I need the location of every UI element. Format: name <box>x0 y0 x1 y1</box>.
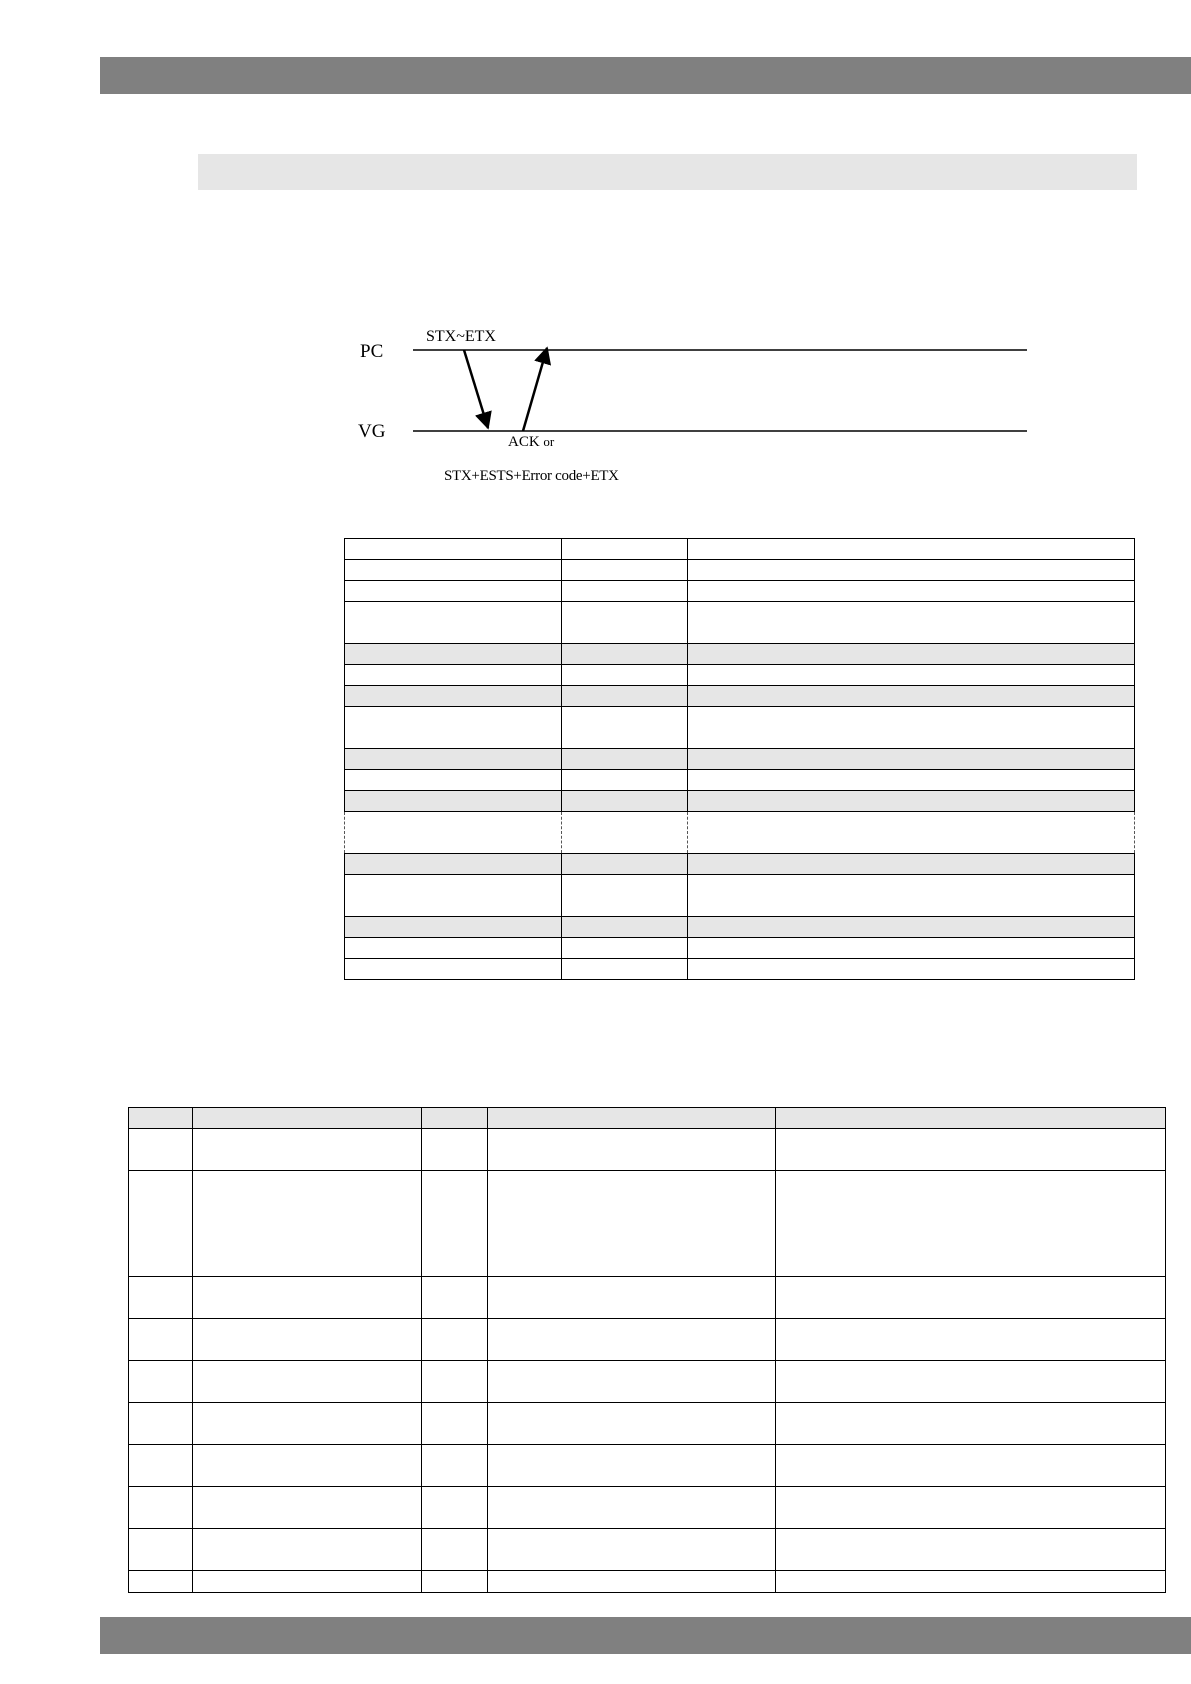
table-cell <box>488 1277 776 1319</box>
table-row <box>345 602 1135 644</box>
section-heading-bar <box>198 154 1137 190</box>
table-cell <box>193 1571 422 1593</box>
table-row <box>345 581 1135 602</box>
table-cell <box>562 791 688 812</box>
table-cell <box>345 749 562 770</box>
table-row <box>129 1319 1166 1361</box>
table-cell <box>688 917 1135 938</box>
ack-text: ACK <box>508 434 540 450</box>
table-cell <box>562 539 688 560</box>
table-cell <box>345 665 562 686</box>
table-cell <box>688 665 1135 686</box>
table-cell <box>488 1361 776 1403</box>
table-row <box>345 749 1135 770</box>
table-cell <box>422 1487 488 1529</box>
table-row <box>129 1487 1166 1529</box>
table-cell <box>562 938 688 959</box>
table-cell <box>422 1319 488 1361</box>
table-cell <box>345 560 562 581</box>
table-cell <box>488 1571 776 1593</box>
table-cell <box>422 1529 488 1571</box>
table-cell <box>488 1445 776 1487</box>
table-cell <box>562 875 688 917</box>
table-cell <box>193 1171 422 1277</box>
table-row <box>129 1171 1166 1277</box>
send-arrow <box>464 350 488 428</box>
table-cell <box>562 602 688 644</box>
table-cell <box>688 812 1135 854</box>
table-cell <box>562 665 688 686</box>
command-table <box>344 538 1135 980</box>
table-row <box>345 791 1135 812</box>
table-cell <box>562 644 688 665</box>
table-cell <box>193 1361 422 1403</box>
table-cell <box>688 707 1135 749</box>
error-response-label: STX+ESTS+Error code+ETX <box>444 468 619 484</box>
table-cell <box>688 581 1135 602</box>
table-cell <box>345 791 562 812</box>
table-cell <box>129 1277 193 1319</box>
table-cell <box>562 917 688 938</box>
table-cell <box>129 1487 193 1529</box>
table-cell <box>422 1129 488 1171</box>
table-cell <box>488 1403 776 1445</box>
table-row <box>129 1277 1166 1319</box>
table-cell <box>193 1319 422 1361</box>
table-row <box>345 707 1135 749</box>
table-cell <box>345 875 562 917</box>
table-cell <box>345 812 562 854</box>
communication-diagram <box>340 318 1040 493</box>
vg-label: VG <box>358 421 386 442</box>
response-arrow <box>523 348 547 431</box>
table-cell <box>562 581 688 602</box>
table-cell <box>776 1319 1166 1361</box>
table-cell <box>776 1529 1166 1571</box>
table-cell <box>193 1529 422 1571</box>
table-cell <box>345 644 562 665</box>
table-cell <box>776 1403 1166 1445</box>
table-cell <box>776 1108 1166 1129</box>
table-cell <box>562 707 688 749</box>
table-cell <box>193 1129 422 1171</box>
table-cell <box>688 875 1135 917</box>
table-cell <box>776 1571 1166 1593</box>
table-cell <box>129 1171 193 1277</box>
table-cell <box>562 686 688 707</box>
table-cell <box>345 686 562 707</box>
table-cell <box>562 959 688 980</box>
table-cell <box>688 938 1135 959</box>
table-cell <box>562 854 688 875</box>
table-cell <box>129 1445 193 1487</box>
table-cell <box>345 917 562 938</box>
table-cell <box>776 1361 1166 1403</box>
table-row <box>345 665 1135 686</box>
table-row <box>129 1108 1166 1129</box>
table-cell <box>688 791 1135 812</box>
table-cell <box>688 770 1135 791</box>
table-row <box>129 1129 1166 1171</box>
table-cell <box>488 1529 776 1571</box>
table-cell <box>688 749 1135 770</box>
pc-label: PC <box>360 341 384 362</box>
table-cell <box>193 1108 422 1129</box>
table-row <box>345 959 1135 980</box>
table-cell <box>562 560 688 581</box>
table-cell <box>345 707 562 749</box>
table-cell <box>422 1571 488 1593</box>
table-cell <box>688 560 1135 581</box>
table-row <box>345 560 1135 581</box>
table-cell <box>129 1571 193 1593</box>
table-cell <box>776 1445 1166 1487</box>
table-cell <box>129 1319 193 1361</box>
page-footer-bar <box>100 1617 1191 1654</box>
table-cell <box>345 539 562 560</box>
error-code-table <box>128 1107 1166 1593</box>
table-cell <box>129 1529 193 1571</box>
table-row <box>345 686 1135 707</box>
table-cell <box>688 602 1135 644</box>
send-label: STX~ETX <box>426 328 496 345</box>
table-cell <box>129 1403 193 1445</box>
table-row <box>129 1445 1166 1487</box>
table-cell <box>688 959 1135 980</box>
table-cell <box>193 1487 422 1529</box>
table-cell <box>193 1445 422 1487</box>
ack-label <box>508 435 554 450</box>
table-row <box>345 770 1135 791</box>
table-cell <box>345 854 562 875</box>
table-row <box>129 1361 1166 1403</box>
or-text: or <box>543 434 555 449</box>
table-cell <box>562 770 688 791</box>
table-row <box>129 1571 1166 1593</box>
table-cell <box>488 1171 776 1277</box>
table-cell <box>422 1108 488 1129</box>
table-row <box>345 539 1135 560</box>
table-cell <box>688 686 1135 707</box>
table-cell <box>488 1108 776 1129</box>
table-cell <box>129 1108 193 1129</box>
table-row <box>129 1403 1166 1445</box>
table-cell <box>562 749 688 770</box>
table-cell <box>562 812 688 854</box>
table-cell <box>345 602 562 644</box>
table-row <box>345 644 1135 665</box>
table-row <box>345 938 1135 959</box>
table-cell <box>193 1403 422 1445</box>
table-cell <box>422 1403 488 1445</box>
table-row <box>345 854 1135 875</box>
table-cell <box>422 1361 488 1403</box>
table-cell <box>776 1129 1166 1171</box>
table-row <box>129 1529 1166 1571</box>
table-cell <box>422 1171 488 1277</box>
table-cell <box>776 1277 1166 1319</box>
table-cell <box>776 1171 1166 1277</box>
table-cell <box>345 938 562 959</box>
table-cell <box>129 1129 193 1171</box>
page-header-bar <box>100 57 1191 94</box>
table-cell <box>488 1319 776 1361</box>
table-cell <box>345 581 562 602</box>
table-cell <box>488 1487 776 1529</box>
table-cell <box>688 539 1135 560</box>
table-row <box>345 875 1135 917</box>
table-cell <box>488 1129 776 1171</box>
table-row <box>345 812 1135 854</box>
table-cell <box>345 770 562 791</box>
table-cell <box>688 854 1135 875</box>
table-cell <box>776 1487 1166 1529</box>
table-cell <box>422 1277 488 1319</box>
table-cell <box>345 959 562 980</box>
table-cell <box>193 1277 422 1319</box>
table-row <box>345 917 1135 938</box>
table-cell <box>129 1361 193 1403</box>
table-cell <box>688 644 1135 665</box>
table-cell <box>422 1445 488 1487</box>
